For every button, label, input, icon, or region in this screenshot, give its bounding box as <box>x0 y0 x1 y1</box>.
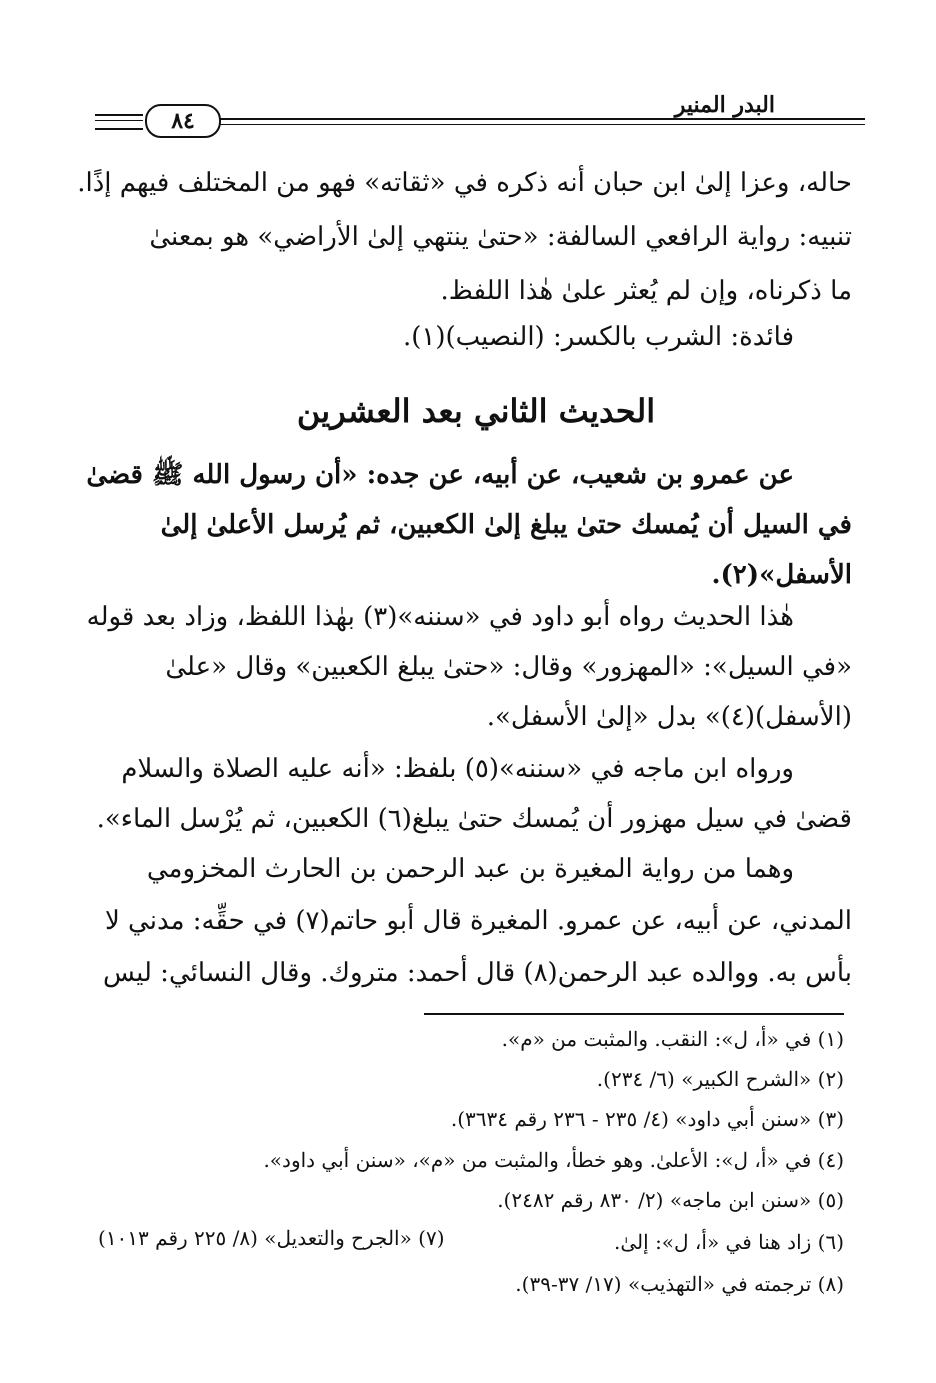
text-line: حاله، وعزا إلىٰ ابن حبان أنه ذكره في «ثقاته» فهو من المختلف فيهم إذًا. <box>77 168 852 198</box>
text-line: المدني، عن أبيه، عن عمرو. المغيرة قال أبو حاتم(٧) في حقِّه: مدني لا <box>104 906 852 936</box>
page-number: ٨٤ <box>145 104 221 138</box>
text-line: تنبيه: رواية الرافعي السالفة: «حتىٰ ينتهي إلىٰ الأراضي» هو بمعنىٰ <box>149 222 852 252</box>
text-line: ما ذكرناه، وإن لم يُعثر علىٰ هٰذا اللفظ. <box>440 276 852 306</box>
header-ornament-lines <box>95 114 143 130</box>
footnote: (٥) «سنن ابن ماجه» (٢/ ٨٣٠ رقم ٢٤٨٢). <box>497 1188 844 1212</box>
text-line: هٰذا الحديث رواه أبو داود في «سننه»(٣) بهٰذا اللفظ، وزاد بعد قوله <box>86 602 794 632</box>
footnote: (٢) «الشرح الكبير» (٦/ ٢٣٤). <box>596 1067 844 1091</box>
footnote: (٤) في «أ، ل»: الأعلىٰ. وهو خطأ، والمثبت من «م»، «سنن أبي داود». <box>263 1148 844 1172</box>
text-line: بأس به. ووالده عبد الرحمن(٨) قال أحمد: متروك. وقال النسائي: ليس <box>103 958 852 988</box>
hadith-line: عن عمرو بن شعيب، عن أبيه، عن جده: «أن رسول الله ﷺ قضىٰ <box>86 460 794 490</box>
footnote: (٧) «الجرح والتعديل» (٨/ ٢٢٥ رقم ١٠١٣) <box>98 1226 445 1250</box>
header-rule-thin <box>195 124 865 125</box>
page-header <box>95 88 865 140</box>
header-rule <box>195 118 865 120</box>
footnote-separator <box>424 1013 844 1015</box>
text-line: قضىٰ في سيل مهزور أن يُمسك حتىٰ يبلغ(٦) الكعبين، ثم يُرْسل الماء». <box>96 804 852 834</box>
footnote: (١) في «أ، ل»: النقب. والمثبت من «م». <box>501 1027 844 1051</box>
footnote: (٨) ترجمته في «التهذيب» (١٧/ ٣٧-٣٩). <box>515 1272 844 1296</box>
footnote: (٦) زاد هنا في «أ، ل»: إلىٰ. <box>614 1230 844 1254</box>
footnote: (٣) «سنن أبي داود» (٤/ ٢٣٥ - ٢٣٦ رقم ٣٦٣٤). <box>450 1107 844 1131</box>
text-line: (الأسفل)(٤)» بدل «إلىٰ الأسفل». <box>486 702 852 732</box>
text-line: ورواه ابن ماجه في «سننه»(٥) بلفظ: «أنه عليه الصلاة والسلام <box>121 754 794 784</box>
text-line: وهما من رواية المغيرة بن عبد الرحمن بن الحارث المخزومي <box>146 854 794 884</box>
hadith-line: في السيل أن يُمسك حتىٰ يبلغ إلىٰ الكعبين، ثم يُرسل الأعلىٰ إلىٰ <box>160 510 852 540</box>
book-title: البدر المنير <box>674 92 775 118</box>
text-line: «في السيل»: «المهزور» وقال: «حتىٰ يبلغ الكعبين» وقال «علىٰ <box>165 652 852 682</box>
text-line: فائدة: الشرب بالكسر: (النصيب)(١). <box>402 322 794 352</box>
hadith-line: الأسفل»(٢). <box>711 560 852 590</box>
section-heading: الحديث الثاني بعد العشرين <box>296 392 656 430</box>
